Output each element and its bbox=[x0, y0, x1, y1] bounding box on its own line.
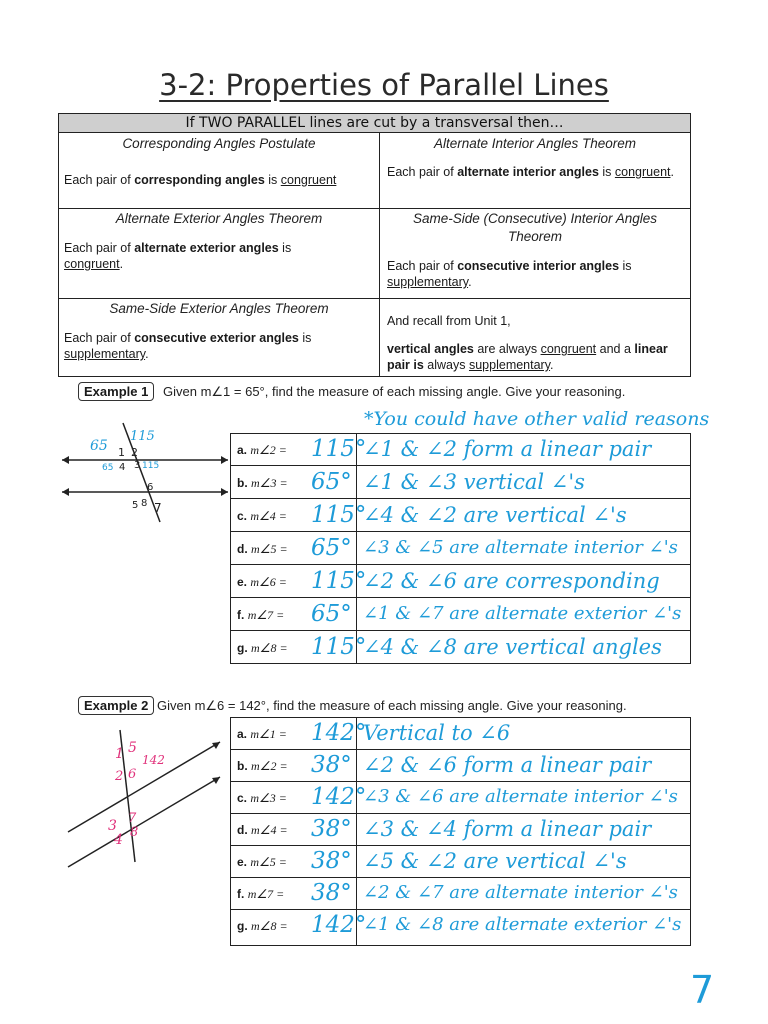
diagram-label: 1 bbox=[118, 446, 125, 459]
diagram-label: 8 bbox=[141, 498, 148, 509]
answer: 142° bbox=[311, 784, 367, 810]
row-label: b. m∠3 = bbox=[237, 476, 288, 490]
answer: 142° bbox=[311, 912, 367, 938]
example-2-label: Example 2 bbox=[78, 696, 154, 715]
example-2-table bbox=[230, 717, 691, 946]
table-row bbox=[231, 599, 690, 631]
recall-intro: And recall from Unit 1, bbox=[387, 314, 511, 328]
reason: ∠3 & ∠5 are alternate interior ∠'s bbox=[363, 537, 678, 558]
row-label: c. m∠3 = bbox=[237, 791, 287, 805]
handwritten-note: *You could have other valid reasons bbox=[364, 408, 710, 430]
answer: 142° bbox=[311, 720, 367, 746]
example-1-diagram bbox=[60, 420, 230, 525]
answer: 38° bbox=[311, 848, 352, 874]
corresponding-heading: Corresponding Angles Postulate bbox=[122, 136, 316, 151]
same-side-exterior-text: Each pair of consecutive exterior angles is supplementary. bbox=[64, 331, 312, 361]
answer: 65° bbox=[311, 469, 352, 495]
corresponding-text: Each pair of corresponding angles is congruent bbox=[64, 173, 337, 187]
row-label: g. m∠8 = bbox=[237, 919, 288, 933]
answer: 65° bbox=[311, 535, 352, 561]
alt-interior-heading: Alternate Interior Angles Theorem bbox=[433, 136, 637, 151]
row-label: g. m∠8 = bbox=[237, 641, 288, 655]
answer: 115° bbox=[311, 634, 367, 660]
table-row bbox=[231, 750, 690, 782]
diagram-label: 8 bbox=[130, 825, 139, 840]
table-divider bbox=[58, 298, 691, 299]
diagram-label: 5 bbox=[132, 500, 139, 511]
diagram-label: 4 bbox=[119, 462, 126, 473]
row-label: b. m∠2 = bbox=[237, 759, 288, 773]
table-divider bbox=[58, 208, 691, 209]
table-row bbox=[231, 566, 690, 598]
reason: ∠2 & ∠7 are alternate interior ∠'s bbox=[363, 882, 678, 903]
row-label: a. m∠1 = bbox=[237, 727, 287, 741]
diagram-label: 2 bbox=[131, 446, 138, 459]
reason: ∠1 & ∠3 vertical ∠'s bbox=[363, 470, 585, 494]
row-label: e. m∠6 = bbox=[237, 575, 287, 589]
table-row bbox=[231, 500, 690, 532]
example-1-prompt: Given m∠1 = 65°, find the measure of each missing angle. Give your reasoning. bbox=[163, 384, 626, 399]
diagram-label: 115 bbox=[142, 461, 160, 471]
table-row bbox=[231, 467, 690, 499]
reason: ∠4 & ∠2 are vertical ∠'s bbox=[363, 503, 627, 527]
table-row bbox=[231, 910, 690, 942]
reason: ∠2 & ∠6 are corresponding bbox=[363, 569, 660, 593]
diagram-label: 4 bbox=[114, 832, 123, 848]
table-row bbox=[231, 878, 690, 910]
recall-text: vertical angles are always congruent and a linear pair is always supplementary. bbox=[387, 342, 668, 372]
diagram-label: 1 bbox=[115, 746, 124, 762]
table-row bbox=[231, 718, 690, 750]
diagram-label: 3 bbox=[108, 818, 117, 834]
row-label: d. m∠5 = bbox=[237, 542, 288, 556]
reason: ∠2 & ∠6 form a linear pair bbox=[363, 753, 652, 777]
diagram-label: 142 bbox=[142, 753, 165, 767]
reason: ∠5 & ∠2 are vertical ∠'s bbox=[363, 849, 627, 873]
answer: 38° bbox=[311, 880, 352, 906]
diagram-label: 3 bbox=[134, 460, 141, 471]
theorem-table-header: If TWO PARALLEL lines are cut by a transversal then… bbox=[59, 114, 690, 133]
diagram-label: 65 bbox=[102, 463, 114, 473]
reason: Vertical to ∠6 bbox=[363, 721, 511, 745]
page-number: 7 bbox=[690, 968, 715, 1012]
table-row bbox=[231, 632, 690, 664]
diagram-label: 65 bbox=[90, 438, 108, 454]
same-side-interior-heading: Same-Side (Consecutive) Interior Angles Theorem bbox=[412, 211, 658, 244]
example-1-table bbox=[230, 433, 691, 664]
reason: ∠1 & ∠8 are alternate exterior ∠'s bbox=[363, 914, 682, 935]
alt-exterior-text: Each pair of alternate exterior angles is congruent. bbox=[64, 241, 292, 271]
row-label: e. m∠5 = bbox=[237, 855, 287, 869]
table-row bbox=[231, 846, 690, 878]
alt-interior-text: Each pair of alternate interior angles is congruent. bbox=[387, 165, 674, 179]
table-row bbox=[231, 434, 690, 466]
answer: 115° bbox=[311, 436, 367, 462]
diagram-label: 6 bbox=[128, 767, 137, 782]
diagram-label: 5 bbox=[128, 740, 137, 756]
diagram-label: 7 bbox=[154, 501, 162, 515]
answer: 38° bbox=[311, 816, 352, 842]
row-label: c. m∠4 = bbox=[237, 509, 287, 523]
diagram-label: 6 bbox=[147, 482, 154, 493]
diagram-label: 115 bbox=[130, 429, 155, 444]
page-title: 3-2: Properties of Parallel Lines bbox=[159, 68, 609, 102]
example-1-label: Example 1 bbox=[78, 382, 154, 401]
example-2-diagram bbox=[60, 722, 230, 872]
answer: 115° bbox=[311, 568, 367, 594]
reason: ∠1 & ∠7 are alternate exterior ∠'s bbox=[363, 603, 682, 624]
diagram-label: 7 bbox=[128, 811, 137, 826]
row-label: f. m∠7 = bbox=[237, 887, 285, 901]
reason: ∠4 & ∠8 are vertical angles bbox=[363, 635, 662, 659]
table-row bbox=[231, 782, 690, 814]
answer: 38° bbox=[311, 752, 352, 778]
row-label: d. m∠4 = bbox=[237, 823, 288, 837]
row-label: a. m∠2 = bbox=[237, 443, 287, 457]
table-row bbox=[231, 814, 690, 846]
diagram-label: 2 bbox=[115, 769, 124, 784]
table-row bbox=[231, 533, 690, 565]
reason: ∠3 & ∠4 form a linear pair bbox=[363, 817, 652, 841]
reason: ∠1 & ∠2 form a linear pair bbox=[363, 437, 652, 461]
row-label: f. m∠7 = bbox=[237, 608, 285, 622]
example-2-prompt: Given m∠6 = 142°, find the measure of each missing angle. Give your reasoning. bbox=[157, 698, 627, 713]
answer: 115° bbox=[311, 502, 367, 528]
table-column-divider bbox=[379, 133, 380, 377]
same-side-interior-text: Each pair of consecutive interior angles is supplementary. bbox=[387, 259, 632, 289]
reason: ∠3 & ∠6 are alternate interior ∠'s bbox=[363, 786, 678, 807]
same-side-exterior-heading: Same-Side Exterior Angles Theorem bbox=[109, 301, 329, 316]
alt-exterior-heading: Alternate Exterior Angles Theorem bbox=[115, 211, 323, 226]
answer: 65° bbox=[311, 601, 352, 627]
